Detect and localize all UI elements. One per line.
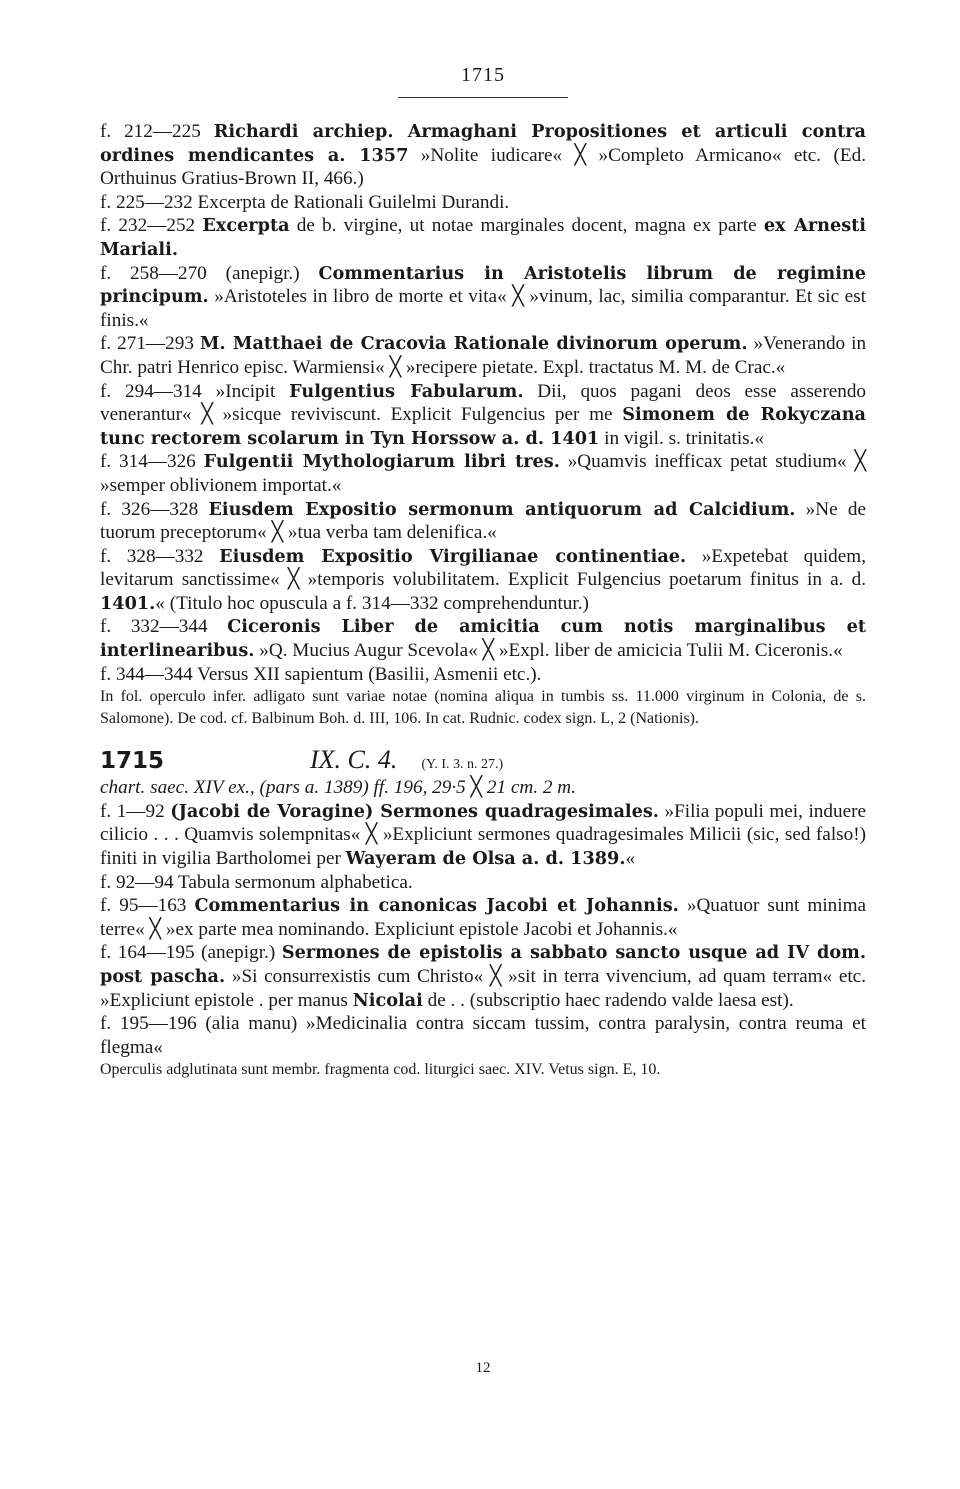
ms-entry-195: f. 195—196 (alia manu) »Medicinalia contra siccam tussim, contra paralysin, contra reuma et flegma«	[100, 1013, 866, 1058]
catalog-body	[100, 120, 866, 1081]
note-prev: In fol. operculo infer. adligato sunt variae notae (nomina aliqua in tumbis ss. 11.000 virginum in Colonia, de s. Salomone). De cod. cf. Balbinum Boh. d. III, 106. In cat. Rudnic. codex sign. L, 2 (Nationis).	[100, 688, 866, 728]
page-number: 12	[475, 1360, 491, 1376]
head-rule	[398, 97, 568, 98]
entry-328: f. 328—332 Eiusdem Expositio Virgilianae continentiae. »Expetebat quidem, levitarum sanctissime« ╳ »temporis volubilitatem. Explicit Fulgencius poetarum finitus in a. d. 1401.« (Titulo hoc opuscula a f. 314—332 comprehenduntur.)	[100, 545, 867, 614]
entry-232: f. 232—252 Excerpta de b. virgine, ut notae marginales docent, magna ex parte ex Arnesti Mariali.	[100, 215, 867, 260]
ms-entry-95: f. 95—163 Commentarius in canonicas Jacobi et Johannis. »Quatuor sunt minima terre« ╳ »ex parte mea nominando. Expliciunt epistole Jacobi et Johannis.«	[100, 895, 867, 940]
entry-271: f. 271—293 M. Matthaei de Cracovia Rationale divinorum operum. »Venerando in Chr. patri Henrico episc. Warmiensi« ╳ »recipere pietate. Expl. tractatus M. M. de Crac.«	[100, 333, 867, 378]
running-head: 1715	[461, 64, 505, 86]
entry-294: f. 294—314 »Incipit Fulgentius Fabularum. Dii, quos pagani deos esse asserendo venerantur« ╳ »sicque reviviscunt. Explicit Fulgencius per me Simonem de Rokyczana tunc rectorem scolarum in Tyn Horssow a. d. 1401 in vigil. s. trinitatis.«	[100, 380, 867, 449]
note-ms: Operculis adglutinata sunt membr. fragmenta cod. liturgici saec. XIV. Vetus sign. E, 10.	[100, 1061, 661, 1079]
entry-225: f. 225—232 Excerpta de Rationali Guilelmi Durandi.	[100, 191, 510, 213]
ms-old-signature: (Y. I. 3. n. 27.)	[421, 757, 504, 773]
entry-314: f. 314—326 Fulgentii Mythologiarum libri tres. »Quamvis inefficax petat studium« ╳ »semper oblivionem importat.«	[100, 451, 867, 496]
ms-description: chart. saec. XIV ex., (pars a. 1389) ff. 196, 29·5 ╳ 21 cm. 2 m.	[100, 777, 576, 799]
entry-326: f. 326—328 Eiusdem Expositio sermonum antiquorum ad Calcidium. »Ne de tuorum preceptorum« ╳ »tua verba tam delenifica.«	[100, 498, 866, 544]
ms-number: 1715	[100, 748, 165, 775]
ms-entry-92: f. 92—94 Tabula sermonum alphabetica.	[100, 871, 413, 893]
ms-entry-164: f. 164—195 (anepigr.) Sermones de epistolis a sabbato sancto usque ad IV dom. post pascha. »Si consurrexistis cum Christo« ╳ »sit in terra vivencium, ad quam terram« etc. »Expliciunt epistole . per manus Nicolai de . . (subscriptio haec radendo valde laesa est).	[100, 942, 866, 1011]
ms-heading	[100, 745, 866, 776]
entry-344: f. 344—344 Versus XII sapientum (Basilii, Asmenii etc.).	[100, 663, 542, 685]
ms-entry-1: f. 1—92 (Jacobi de Voragine) Sermones quadragesimales. »Filia populi mei, induere cilicio . . . Quamvis solempnitas« ╳ »Expliciunt sermones quadragesimales Milicii (sic, sed falso!) finiti in vigilia Bartholomei per Wayeram de Olsa a. d. 1389.«	[100, 800, 866, 870]
entry-212: f. 212—225 Richardi archiep. Armaghani Propositiones et articuli contra ordines mendicantes a. 1357 »Nolite iudicare« ╳ »Completo Armicano« etc. (Ed. Orthuinus Gratius-Brown II, 466.)	[100, 121, 866, 190]
entry-258: f. 258—270 (anepigr.) Commentarius in Aristotelis librum de regimine principum. »Aristoteles in libro de morte et vita« ╳ »vinum, lac, similia comparantur. Et sic est finis.«	[100, 262, 867, 331]
ms-signature: IX. C. 4.	[310, 745, 398, 775]
entry-332: f. 332—344 Ciceronis Liber de amicitia cum notis marginalibus et interlinearibus. »Q. Mucius Augur Scevola« ╳ »Expl. liber de amicicia Tulii M. Ciceronis.«	[100, 616, 866, 662]
